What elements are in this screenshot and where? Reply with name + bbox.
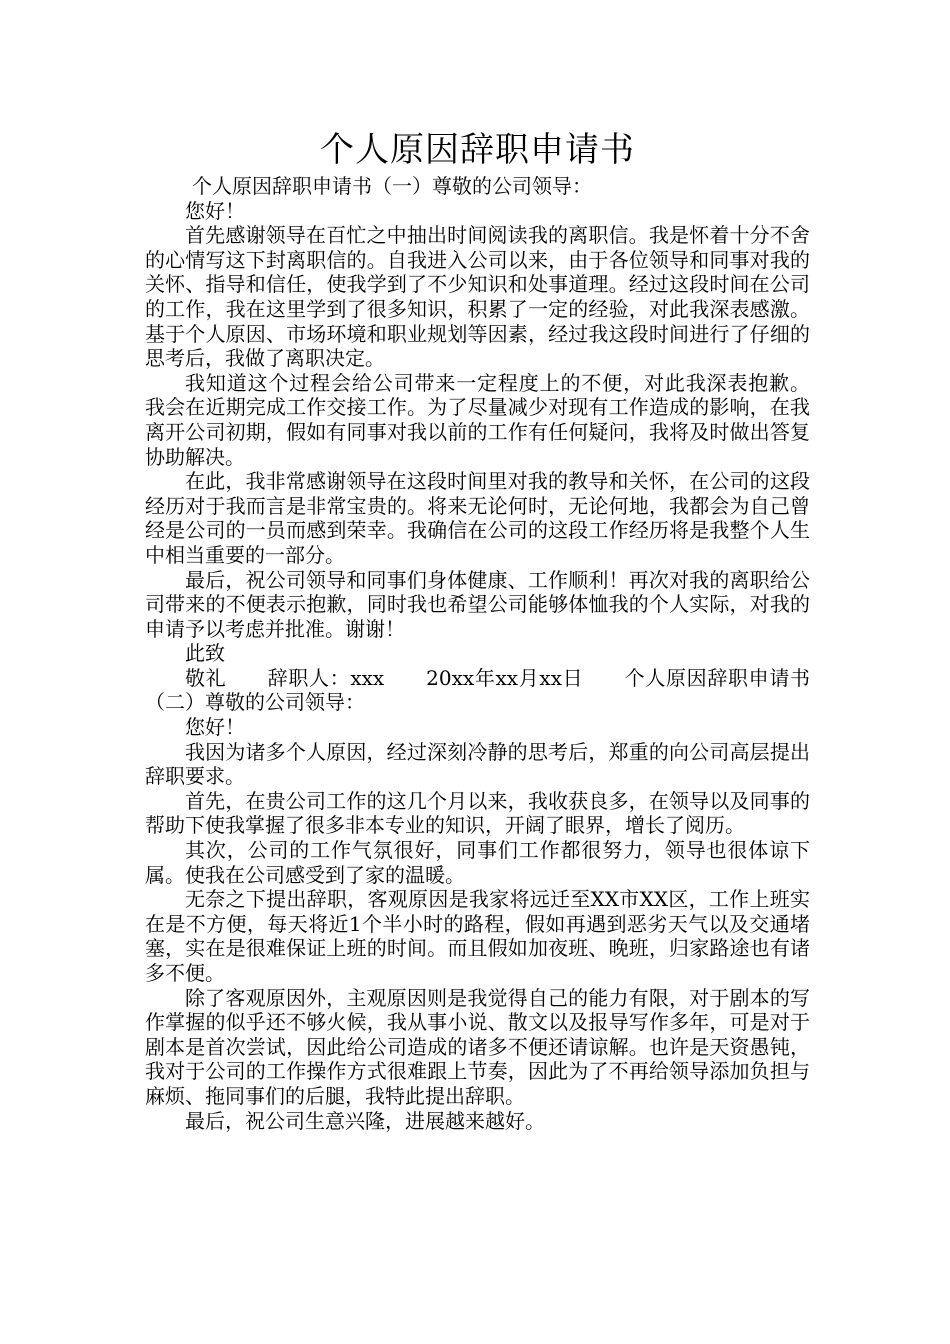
paragraph-wishes-one: 最后，祝公司领导和同事们身体健康、工作顺利！再次对我的离职给公司带来的不便表示抱歉，同时我也希望公司能够体恤我的个人实际，对我的申请予以考虑并批准。谢谢！ (145, 567, 810, 641)
document-page (145, 128, 810, 1133)
paragraph-first: 首先，在贵公司工作的这几个月以来，我收获良多，在领导以及同事的帮助下使我掌握了很多非本专业的知识，开阔了眼界，增长了阅历。 (145, 788, 810, 838)
paragraph-apology: 我知道这个过程会给公司带来一定程度上的不便，对此我深表抱歉。 我会在近期完成工作交接工作。为了尽量减少对现有工作造成的影响，在我离开公司初期，假如有同事对我以前的工作有任何疑问，我将及时做出答复协助解决。 (145, 370, 810, 469)
paragraph-closing: 此致 (185, 641, 225, 666)
paragraph-second: 其次，公司的工作气氛很好，同事们工作都很努力，领导也很体谅下属。使我在公司感受到了家的温暖。 (145, 838, 810, 887)
paragraph-signature-and-heading-two: 敬礼 辞职人：xxx 20xx年xx月xx日 个人原因辞职申请书（二）尊敬的公司领导： (145, 665, 810, 715)
paragraph-reason-intro: 我因为诸多个人原因，经过深刻冷静的思考后，郑重的向公司高层提出辞职要求。 (145, 739, 810, 789)
paragraph-wishes-two: 最后，祝公司生意兴隆，进展越来越好。 (185, 1108, 545, 1133)
paragraph-gratitude: 在此，我非常感谢领导在这段时间里对我的教导和关怀，在公司的这段经历对于我而言是非常宝贵的。将来无论何时，无论何地，我都会为自己曾经是公司的一员而感到荣幸。我确信在公司的这段工作经历将是我整个人生中相当重要的一部分。 (145, 469, 810, 567)
paragraph-greeting-two: 您好！ (185, 715, 245, 740)
paragraph-greeting-one: 您好！ (185, 198, 245, 223)
paragraph-heading-one: 个人原因辞职申请书（一）尊敬的公司领导： (192, 174, 592, 198)
paragraph-subjective-reason: 除了客观原因外，主观原因则是我觉得自己的能力有限，对于剧本的写作掌握的似乎还不够火候，我从事小说、散文以及报导写作多年，可是对于剧本是首次尝试，因此给公司造成的诸多不便还请谅解。也许是天资愚钝，我对于公司的工作操作方式很难跟上节奏，因此为了不再给领导添加负担与麻烦、拖同事们的后腿，我特此提出辞职。 (145, 985, 810, 1108)
paragraph-thanks: 首先感谢领导在百忙之中抽出时间阅读我的离职信。我是怀着十分不舍的心情写这下封离职信的。自我进入公司以来，由于各位领导和同事对我的关怀、指导和信任，使我学到了不少知识和处事道理。经过这段时间在公司的工作，我在这里学到了很多知识，积累了一定的经验，对此我深表感激。 基于个人原因、市场环境和职业规划等因素，经过我这段时间进行了仔细的思考后，我做了离职决定。 (145, 223, 810, 371)
paragraph-objective-reason: 无奈之下提出辞职，客观原因是我家将远迁至XX市XX区，工作上班实在是不方便，每天将近1个半小时的路程，假如再遇到恶劣天气以及交通堵塞，实在是很难保证上班的时间。而且假如加夜班、晚班，归家路途也有诸多不便。 (145, 887, 810, 985)
document-title: 个人原因辞职申请书 (320, 130, 635, 170)
